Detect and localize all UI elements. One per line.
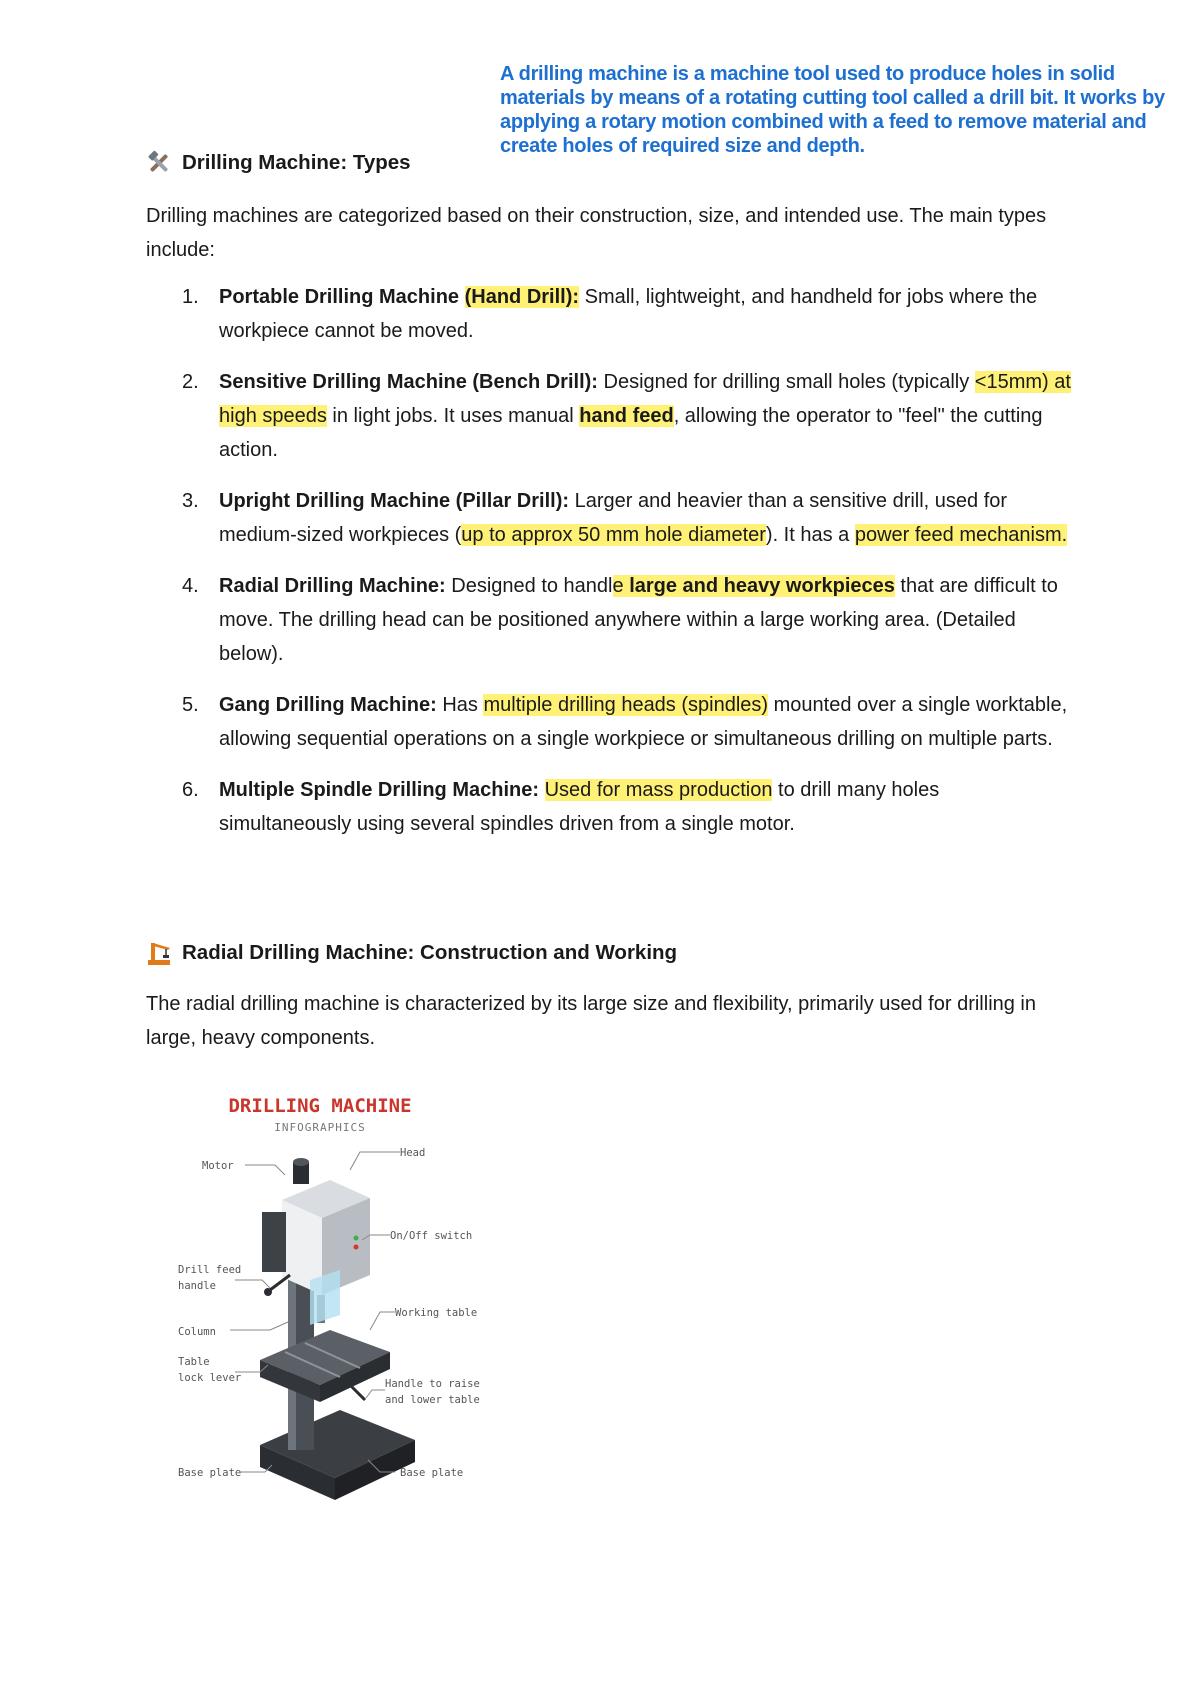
figure-subtitle: INFOGRAPHICS	[274, 1121, 366, 1134]
item-highlight: up to approx 50 mm hole diameter	[461, 524, 766, 546]
item-text: Small, lightweight, and handheld for jobs where the workpiece cannot be moved.	[219, 286, 1038, 342]
item-name: Sensitive Drilling Machine (Bench Drill):	[219, 371, 598, 393]
item-text: Has	[436, 694, 484, 716]
label-working-table: Working table	[395, 1307, 478, 1319]
drilling-machine-infographic	[178, 1090, 510, 1530]
item-text: mounted over a single worktable, allowing sequential operations on a single workpiece or simultaneous drilling on multiple parts.	[219, 694, 1068, 750]
item-name: Multiple Spindle Drilling Machine:	[219, 779, 540, 801]
item-name: Portable Drilling Machine	[219, 286, 460, 308]
section-radial-heading	[146, 940, 677, 966]
section-types-heading	[146, 150, 411, 176]
list-item	[146, 569, 1076, 671]
types-intro: Drilling machines are categorized based on their construction, size, and intended use. The main types include:	[146, 205, 1047, 261]
item-highlight: e	[612, 575, 630, 597]
item-name: Gang Drilling Machine:	[219, 694, 437, 716]
item-text: that are difficult to move. The drilling head can be positioned anywhere within a large working area. (Detailed below).	[219, 575, 1058, 665]
label-base-plate-right: Base plate	[400, 1467, 464, 1479]
figure-title: DRILLING MACHINE	[228, 1095, 412, 1117]
label-onoff-switch: On/Off switch	[390, 1230, 473, 1242]
label-lock-lever: lock lever	[178, 1372, 242, 1384]
tools-icon	[146, 150, 172, 176]
radial-intro: The radial drilling machine is characterized by its large size and flexibility, primarily used for drilling in large, heavy components.	[146, 993, 1036, 1049]
list-item	[146, 773, 1076, 841]
list-item	[146, 484, 1076, 552]
label-motor: Motor	[202, 1160, 234, 1172]
label-raise-handle-2: and lower table	[385, 1394, 480, 1406]
list-item	[146, 688, 1076, 756]
item-name: Upright Drilling Machine (Pillar Drill):	[219, 490, 570, 512]
label-drill-feed: Drill feed	[178, 1264, 242, 1276]
item-highlight: power feed mechanism.	[854, 524, 1068, 546]
item-text: to drill many holes simultaneously using several spindles driven from a single motor.	[219, 779, 940, 835]
item-number: 5.	[182, 694, 199, 716]
item-text: , allowing the operator to "feel" the cutting action.	[219, 405, 1043, 461]
item-highlight: <15mm) at high speeds	[219, 371, 1071, 427]
item-number: 1.	[182, 286, 199, 308]
item-text: Larger and heavier than a sensitive drill, used for medium-sized workpieces (	[219, 490, 1008, 546]
label-column: Column	[178, 1326, 216, 1338]
item-number: 3.	[182, 490, 199, 512]
item-text: Designed for drilling small holes (typically	[597, 371, 975, 393]
item-number: 2.	[182, 371, 199, 393]
item-number: 6.	[182, 779, 199, 801]
list-item	[146, 280, 1076, 348]
types-list	[146, 280, 1076, 858]
crane-icon	[146, 940, 172, 966]
label-raise-handle: Handle to raise	[385, 1378, 480, 1390]
item-text: in light jobs. It uses manual	[326, 405, 580, 427]
item-highlight: multiple drilling heads (spindles)	[483, 694, 769, 716]
label-base-plate-left: Base plate	[178, 1467, 242, 1479]
item-highlight: large and heavy workpieces	[629, 575, 895, 597]
label-head: Head	[400, 1147, 426, 1159]
section-radial-title: Radial Drilling Machine: Construction and Working	[182, 941, 678, 964]
label-drill-feed-handle: handle	[178, 1280, 216, 1292]
item-text	[539, 779, 545, 801]
definition-note: A drilling machine is a machine tool used to produce holes in solid materials by means of a rotating cutting tool called a drill bit. It works by applying a rotary motion combined with a feed to remove material and create holes of required size and depth.	[500, 63, 1165, 157]
item-number: 4.	[182, 575, 199, 597]
label-table: Table	[178, 1356, 210, 1368]
item-highlight: hand feed	[579, 405, 674, 427]
section-types-title: Drilling Machine: Types	[182, 151, 411, 174]
item-name: Radial Drilling Machine:	[219, 575, 446, 597]
item-text: ). It has a	[765, 524, 855, 546]
item-text: Designed to handl	[445, 575, 613, 597]
item-name-highlight: (Hand Drill):	[464, 286, 580, 308]
list-item	[146, 365, 1076, 467]
item-highlight: Used for mass production	[544, 779, 773, 801]
